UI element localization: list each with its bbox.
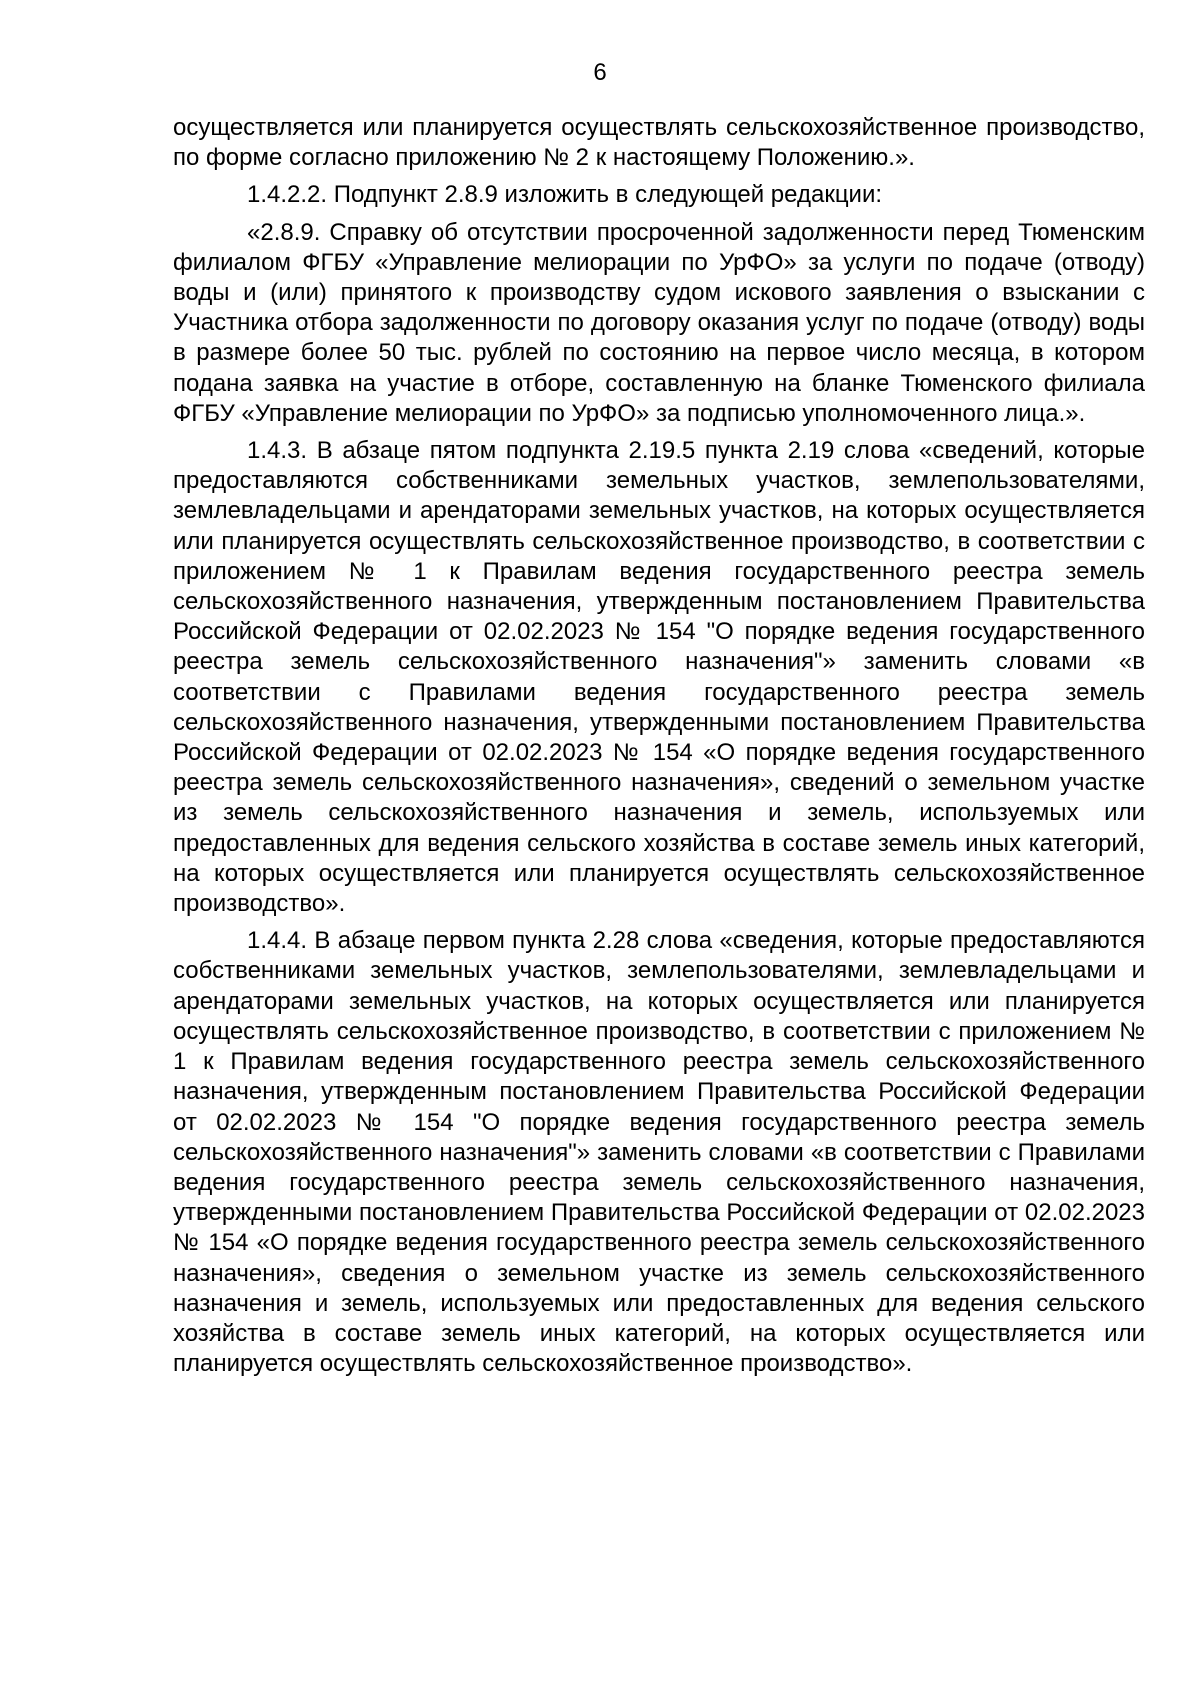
paragraph-2-8-9-quote: «2.8.9. Справку об отсутствии просроченной задолженности перед Тюменским филиалом ФГБУ «Управление мелиорации по УрФО» за услуги по подаче (отводу) воды и (или) принятого к производству судом искового заявления о взыскании с Участника отбора задолженности по договору оказания услуг по подаче (отводу) воды в размере более 50 тыс. рублей по состоянию на первое число месяца, в котором подана заявка на участие в отборе, составленную на бланке Тюменского филиала ФГБУ «Управление мелиорации по УрФО» за подписью уполномоченного лица.».	[173, 218, 1145, 427]
page-number: 6	[593, 59, 607, 86]
paragraph-continuation: осуществляется или планируется осуществлять сельскохозяйственное производство, по форме согласно приложению № 2 к настоящему Положению.».	[173, 114, 1145, 172]
paragraph-1-4-3: 1.4.3. В абзаце пятом подпункта 2.19.5 пункта 2.19 слова «сведений, которые предоставляются собственниками земельных участков, землепользователями, землевладельцами и арендаторами земельных участков, на которых осуществляется или планируется осуществлять сельскохозяйственное производство, в соответствии с приложением № 1 к Правилам ведения государственного реестра земель сельскохозяйственного назначения, утвержденным постановлением Правительства Российской Федерации от 02.02.2023 № 154 "О порядке ведения государственного реестра земель сельскохозяйственного назначения"» заменить словами «в соответствии с Правилами ведения государственного реестра земель сельскохозяйственного назначения, утвержденными постановлением Правительства Российской Федерации от 02.02.2023 № 154 «О порядке ведения государственного реестра земель сельскохозяйственного назначения», сведений о земельном участке из земель сельскохозяйственного назначения и земель, используемых или предоставленных для ведения сельского хозяйства в составе земель иных категорий, на которых осуществляется или планируется осуществлять сельскохозяйственное производство».	[173, 437, 1145, 918]
paragraph-1-4-4: 1.4.4. В абзаце первом пункта 2.28 слова «сведения, которые предоставляются собственниками земельных участков, землепользователями, землевладельцами и арендаторами земельных участков, на которых осуществляется или планируется осуществлять сельскохозяйственное производство, в соответствии с приложением № 1 к Правилам ведения государственного реестра земель сельскохозяйственного назначения, утвержденным постановлением Правительства Российской Федерации от 02.02.2023 № 154 "О порядке ведения государственного реестра земель сельскохозяйственного назначения"» заменить словами «в соответствии с Правилами ведения государственного реестра земель сельскохозяйственного назначения, утвержденными постановлением Правительства Российской Федерации от 02.02.2023 № 154 «О порядке ведения государственного реестра земель сельскохозяйственного назначения», сведения о земельном участке из земель сельскохозяйственного назначения и земель, используемых или предоставленных для ведения сельского хозяйства в составе земель иных категорий, на которых осуществляется или планируется осуществлять сельскохозяйственное производство».	[173, 927, 1145, 1378]
paragraph-1-4-2-2: 1.4.2.2. Подпункт 2.8.9 изложить в следующей редакции:	[247, 181, 883, 209]
document-body	[173, 113, 1145, 1379]
